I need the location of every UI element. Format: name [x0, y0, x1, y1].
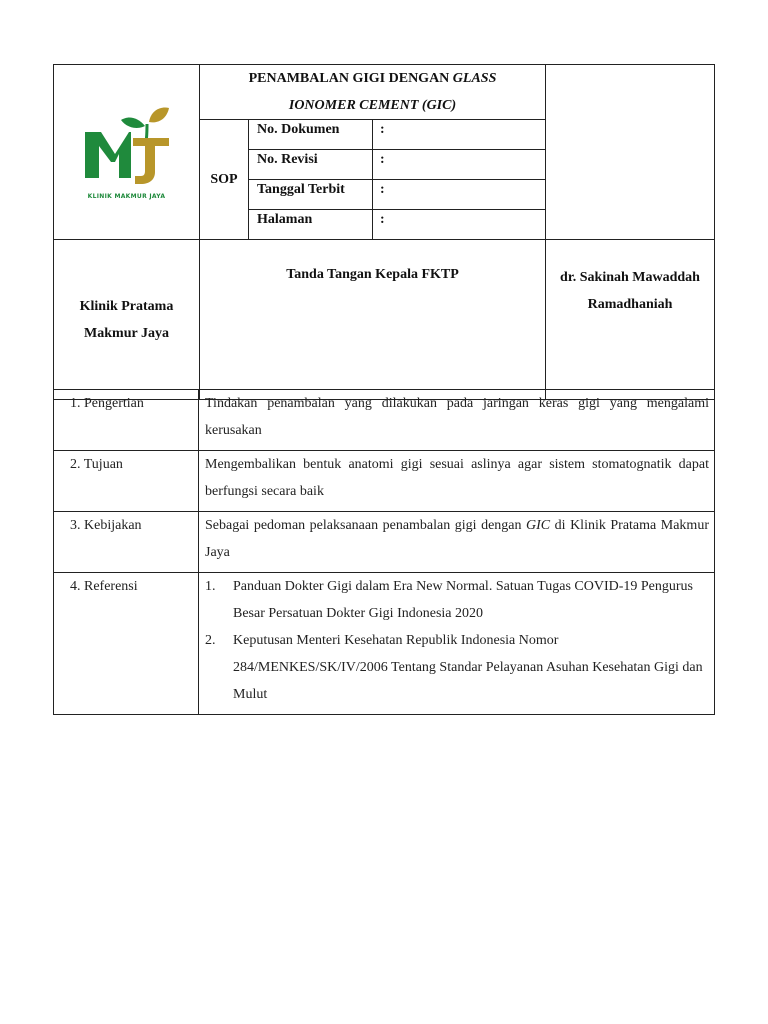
meta-value-page: : — [373, 210, 546, 240]
document-header — [53, 64, 715, 400]
table-row — [54, 512, 715, 573]
header-blank-cell — [546, 65, 715, 240]
section-text: Mengembalikan bentuk anatomi gigi sesuai aslinya agar sistem stomatognatik dapat berfungsi secara baik — [199, 451, 715, 512]
section-key: 3. Kebijakan — [54, 512, 199, 573]
doctor-name-line1: dr. Sakinah Mawaddah — [560, 270, 700, 285]
signature-cell — [200, 240, 546, 400]
logo-text: KLINIK MAKMUR JAYA — [87, 192, 166, 200]
clinic-name-line2: Makmur Jaya — [84, 325, 169, 341]
meta-value-revision: : — [373, 150, 546, 180]
section-key: 2. Tujuan — [54, 451, 199, 512]
meta-label-document-number: No. Dokumen — [249, 120, 373, 150]
meta-label-issue-date: Tanggal Terbit — [249, 180, 373, 210]
list-item: 1. Panduan Dokter Gigi dalam Era New Normal. Satuan Tugas COVID-19 Pengurus Besar Persatuan Dokter Gigi Indonesia 2020 — [205, 579, 693, 621]
section-text: Sebagai pedoman pelaksanaan penambalan gigi dengan GIC di Klinik Pratama Makmur Jaya — [199, 512, 715, 573]
meta-label-revision: No. Revisi — [249, 150, 373, 180]
document-title: PENAMBALAN GIGI DENGAN GLASS IONOMER CEMENT (GIC) — [200, 65, 546, 120]
section-key: 4. Referensi — [54, 573, 199, 715]
meta-value-issue-date: : — [373, 180, 546, 210]
section-key: 1. Pengertian — [54, 390, 199, 451]
reference-list — [199, 573, 715, 715]
document-title-line2: IONOMER CEMENT (GIC) — [288, 98, 457, 113]
clinic-name-line1: Klinik Pratama — [79, 298, 174, 314]
mj-logo-icon — [79, 102, 175, 194]
meta-value-document-number: : — [373, 120, 546, 150]
clinic-name-cell — [54, 240, 200, 400]
doctor-name-cell — [546, 240, 715, 400]
table-row — [54, 573, 715, 715]
list-item: 2. Keputusan Menteri Kesehatan Republik Indonesia Nomor 284/MENKES/SK/IV/2006 Tentang Standar Pelayanan Asuhan Kesehatan Gigi dan Mulut — [205, 633, 703, 702]
table-row — [54, 390, 715, 451]
signature-label: Tanda Tangan Kepala FKTP — [286, 267, 459, 282]
section-text: Tindakan penambalan yang dilakukan pada jaringan keras gigi yang mengalami kerusakan — [199, 390, 715, 451]
clinic-logo — [79, 102, 175, 200]
meta-label-page: Halaman — [249, 210, 373, 240]
sop-content-table — [53, 389, 715, 715]
sop-label: SOP — [200, 120, 249, 240]
logo-cell — [54, 65, 200, 240]
table-row — [54, 451, 715, 512]
doctor-name-line2: Ramadhaniah — [587, 297, 673, 312]
